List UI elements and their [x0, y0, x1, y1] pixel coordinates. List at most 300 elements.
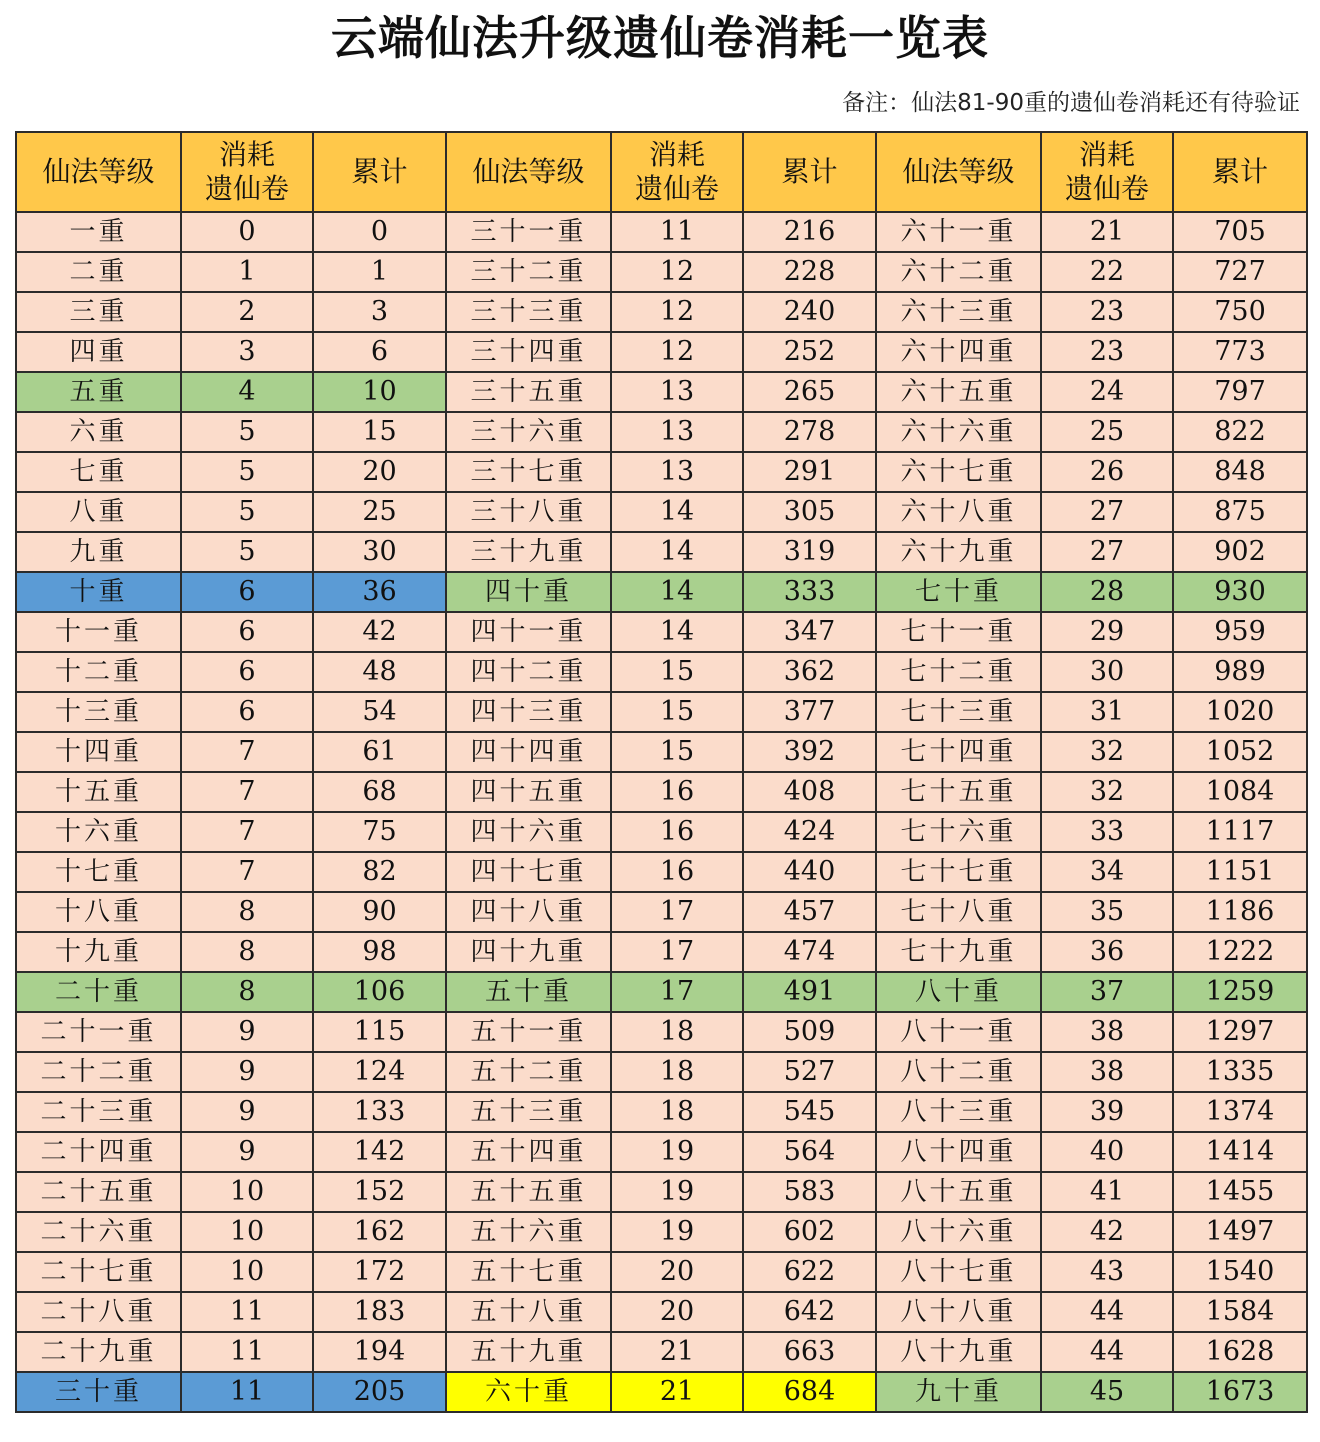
level-cell: 四十九重 [446, 932, 611, 972]
total-cell: 347 [743, 612, 876, 652]
cost-cell: 20 [611, 1252, 743, 1292]
level-cell: 三十七重 [446, 452, 611, 492]
total-cell: 1052 [1173, 732, 1307, 772]
cost-cell: 26 [1041, 452, 1173, 492]
level-cell: 八十二重 [876, 1052, 1041, 1092]
total-cell: 61 [313, 732, 446, 772]
total-cell: 1151 [1173, 852, 1307, 892]
total-cell: 822 [1173, 412, 1307, 452]
cost-cell: 11 [181, 1332, 313, 1372]
table-row [16, 452, 1307, 492]
total-cell: 1335 [1173, 1052, 1307, 1092]
table-row [16, 1092, 1307, 1132]
total-cell: 68 [313, 772, 446, 812]
cost-cell: 36 [1041, 932, 1173, 972]
total-cell: 1497 [1173, 1212, 1307, 1252]
header-cost: 消耗 遗仙卷 [1041, 132, 1173, 212]
cost-cell: 35 [1041, 892, 1173, 932]
total-cell: 162 [313, 1212, 446, 1252]
table-row [16, 812, 1307, 852]
level-cell: 九重 [16, 532, 181, 572]
cost-cell: 14 [611, 532, 743, 572]
level-cell: 六十二重 [876, 252, 1041, 292]
total-cell: 989 [1173, 652, 1307, 692]
cost-cell: 23 [1041, 332, 1173, 372]
total-cell: 106 [313, 972, 446, 1012]
total-cell: 848 [1173, 452, 1307, 492]
cost-cell: 21 [611, 1332, 743, 1372]
total-cell: 930 [1173, 572, 1307, 612]
total-cell: 440 [743, 852, 876, 892]
total-cell: 564 [743, 1132, 876, 1172]
total-cell: 6 [313, 332, 446, 372]
cost-cell: 10 [181, 1212, 313, 1252]
level-cell: 七十五重 [876, 772, 1041, 812]
cost-cell: 32 [1041, 732, 1173, 772]
table-row [16, 292, 1307, 332]
level-cell: 二十六重 [16, 1212, 181, 1252]
level-cell: 五十九重 [446, 1332, 611, 1372]
total-cell: 797 [1173, 372, 1307, 412]
cost-cell: 7 [181, 812, 313, 852]
total-cell: 1374 [1173, 1092, 1307, 1132]
cost-cell: 17 [611, 972, 743, 1012]
level-cell: 八十九重 [876, 1332, 1041, 1372]
level-cell: 六十八重 [876, 492, 1041, 532]
table-row [16, 492, 1307, 532]
level-cell: 六十六重 [876, 412, 1041, 452]
total-cell: 291 [743, 452, 876, 492]
total-cell: 1540 [1173, 1252, 1307, 1292]
total-cell: 527 [743, 1052, 876, 1092]
level-cell: 十三重 [16, 692, 181, 732]
level-cell: 八十四重 [876, 1132, 1041, 1172]
cost-cell: 2 [181, 292, 313, 332]
total-cell: 705 [1173, 212, 1307, 252]
total-cell: 602 [743, 1212, 876, 1252]
level-cell: 五十一重 [446, 1012, 611, 1052]
cost-cell: 13 [611, 412, 743, 452]
cost-cell: 41 [1041, 1172, 1173, 1212]
level-cell: 七十八重 [876, 892, 1041, 932]
level-cell: 七十二重 [876, 652, 1041, 692]
level-cell: 五十七重 [446, 1252, 611, 1292]
total-cell: 0 [313, 212, 446, 252]
level-cell: 八十一重 [876, 1012, 1041, 1052]
table-row [16, 252, 1307, 292]
cost-cell: 20 [611, 1292, 743, 1332]
total-cell: 474 [743, 932, 876, 972]
cost-cell: 29 [1041, 612, 1173, 652]
total-cell: 152 [313, 1172, 446, 1212]
cost-cell: 6 [181, 652, 313, 692]
level-cell: 八十五重 [876, 1172, 1041, 1212]
total-cell: 15 [313, 412, 446, 452]
header-cost: 消耗 遗仙卷 [181, 132, 313, 212]
cost-cell: 7 [181, 732, 313, 772]
cost-cell: 11 [181, 1292, 313, 1332]
total-cell: 663 [743, 1332, 876, 1372]
total-cell: 491 [743, 972, 876, 1012]
cost-cell: 9 [181, 1132, 313, 1172]
level-cell: 四十四重 [446, 732, 611, 772]
total-cell: 1 [313, 252, 446, 292]
level-cell: 五十重 [446, 972, 611, 1012]
level-cell: 十八重 [16, 892, 181, 932]
level-cell: 七十九重 [876, 932, 1041, 972]
total-cell: 424 [743, 812, 876, 852]
cost-cell: 5 [181, 412, 313, 452]
cost-cell: 16 [611, 852, 743, 892]
total-cell: 333 [743, 572, 876, 612]
cost-cell: 13 [611, 452, 743, 492]
level-cell: 五重 [16, 372, 181, 412]
cost-cell: 11 [181, 1372, 313, 1412]
cost-cell: 42 [1041, 1212, 1173, 1252]
total-cell: 902 [1173, 532, 1307, 572]
cost-cell: 16 [611, 772, 743, 812]
header-total: 累计 [313, 132, 446, 212]
total-cell: 20 [313, 452, 446, 492]
level-cell: 八十六重 [876, 1212, 1041, 1252]
cost-cell: 6 [181, 572, 313, 612]
total-cell: 278 [743, 412, 876, 452]
level-cell: 五十二重 [446, 1052, 611, 1092]
level-cell: 七十四重 [876, 732, 1041, 772]
total-cell: 265 [743, 372, 876, 412]
cost-cell: 0 [181, 212, 313, 252]
total-cell: 1117 [1173, 812, 1307, 852]
total-cell: 362 [743, 652, 876, 692]
cost-cell: 32 [1041, 772, 1173, 812]
cost-cell: 9 [181, 1052, 313, 1092]
level-cell: 三十九重 [446, 532, 611, 572]
total-cell: 875 [1173, 492, 1307, 532]
cost-cell: 30 [1041, 652, 1173, 692]
table-row [16, 332, 1307, 372]
level-cell: 三十二重 [446, 252, 611, 292]
level-cell: 七十重 [876, 572, 1041, 612]
header-cost: 消耗 遗仙卷 [611, 132, 743, 212]
cost-table [15, 131, 1308, 1413]
total-cell: 319 [743, 532, 876, 572]
cost-cell: 27 [1041, 532, 1173, 572]
total-cell: 42 [313, 612, 446, 652]
level-cell: 一重 [16, 212, 181, 252]
total-cell: 205 [313, 1372, 446, 1412]
cost-cell: 17 [611, 932, 743, 972]
level-cell: 四十八重 [446, 892, 611, 932]
level-cell: 二十二重 [16, 1052, 181, 1092]
level-cell: 五十五重 [446, 1172, 611, 1212]
level-cell: 四十六重 [446, 812, 611, 852]
table-row [16, 372, 1307, 412]
total-cell: 1259 [1173, 972, 1307, 1012]
level-cell: 十五重 [16, 772, 181, 812]
total-cell: 305 [743, 492, 876, 532]
total-cell: 48 [313, 652, 446, 692]
cost-cell: 19 [611, 1172, 743, 1212]
cost-cell: 37 [1041, 972, 1173, 1012]
cost-cell: 11 [611, 212, 743, 252]
table-row [16, 692, 1307, 732]
cost-cell: 6 [181, 692, 313, 732]
header-total: 累计 [743, 132, 876, 212]
total-cell: 959 [1173, 612, 1307, 652]
level-cell: 四十二重 [446, 652, 611, 692]
level-cell: 七重 [16, 452, 181, 492]
table-row [16, 932, 1307, 972]
total-cell: 545 [743, 1092, 876, 1132]
total-cell: 98 [313, 932, 446, 972]
cost-cell: 18 [611, 1012, 743, 1052]
level-cell: 八十重 [876, 972, 1041, 1012]
total-cell: 216 [743, 212, 876, 252]
level-cell: 十一重 [16, 612, 181, 652]
total-cell: 194 [313, 1332, 446, 1372]
cost-cell: 21 [1041, 212, 1173, 252]
level-cell: 八十三重 [876, 1092, 1041, 1132]
level-cell: 七十三重 [876, 692, 1041, 732]
level-cell: 七十六重 [876, 812, 1041, 852]
level-cell: 四十重 [446, 572, 611, 612]
total-cell: 3 [313, 292, 446, 332]
table-header-row [16, 132, 1307, 212]
total-cell: 1414 [1173, 1132, 1307, 1172]
table-row [16, 1212, 1307, 1252]
level-cell: 三十六重 [446, 412, 611, 452]
total-cell: 82 [313, 852, 446, 892]
table-row [16, 1012, 1307, 1052]
table-row [16, 412, 1307, 452]
table-row [16, 892, 1307, 932]
header-level: 仙法等级 [876, 132, 1041, 212]
cost-cell: 10 [181, 1172, 313, 1212]
cost-cell: 22 [1041, 252, 1173, 292]
level-cell: 十九重 [16, 932, 181, 972]
cost-cell: 12 [611, 252, 743, 292]
table-row [16, 1372, 1307, 1412]
cost-cell: 24 [1041, 372, 1173, 412]
cost-cell: 5 [181, 452, 313, 492]
level-cell: 四重 [16, 332, 181, 372]
table-row [16, 772, 1307, 812]
total-cell: 25 [313, 492, 446, 532]
total-cell: 124 [313, 1052, 446, 1092]
total-cell: 1186 [1173, 892, 1307, 932]
level-cell: 二十一重 [16, 1012, 181, 1052]
table-row [16, 1172, 1307, 1212]
total-cell: 30 [313, 532, 446, 572]
cost-cell: 28 [1041, 572, 1173, 612]
cost-cell: 31 [1041, 692, 1173, 732]
cost-cell: 7 [181, 852, 313, 892]
total-cell: 228 [743, 252, 876, 292]
level-cell: 八十八重 [876, 1292, 1041, 1332]
level-cell: 六重 [16, 412, 181, 452]
total-cell: 172 [313, 1252, 446, 1292]
total-cell: 54 [313, 692, 446, 732]
total-cell: 10 [313, 372, 446, 412]
page-title: 云端仙法升级遗仙卷消耗一览表 [331, 11, 989, 65]
cost-cell: 33 [1041, 812, 1173, 852]
level-cell: 十四重 [16, 732, 181, 772]
cost-cell: 21 [611, 1372, 743, 1412]
cost-cell: 44 [1041, 1332, 1173, 1372]
level-cell: 三十八重 [446, 492, 611, 532]
cost-cell: 13 [611, 372, 743, 412]
cost-cell: 9 [181, 1012, 313, 1052]
total-cell: 75 [313, 812, 446, 852]
level-cell: 四十三重 [446, 692, 611, 732]
level-cell: 三十重 [16, 1372, 181, 1412]
total-cell: 36 [313, 572, 446, 612]
cost-cell: 12 [611, 332, 743, 372]
total-cell: 457 [743, 892, 876, 932]
level-cell: 六十四重 [876, 332, 1041, 372]
table-row [16, 852, 1307, 892]
level-cell: 二十七重 [16, 1252, 181, 1292]
cost-cell: 45 [1041, 1372, 1173, 1412]
cost-cell: 40 [1041, 1132, 1173, 1172]
cost-cell: 38 [1041, 1052, 1173, 1092]
total-cell: 240 [743, 292, 876, 332]
cost-cell: 34 [1041, 852, 1173, 892]
level-cell: 五十八重 [446, 1292, 611, 1332]
cost-cell: 5 [181, 492, 313, 532]
total-cell: 1222 [1173, 932, 1307, 972]
cost-cell: 27 [1041, 492, 1173, 532]
level-cell: 四十一重 [446, 612, 611, 652]
level-cell: 十七重 [16, 852, 181, 892]
table-row [16, 612, 1307, 652]
table-row [16, 572, 1307, 612]
level-cell: 十六重 [16, 812, 181, 852]
cost-cell: 38 [1041, 1012, 1173, 1052]
level-cell: 四十七重 [446, 852, 611, 892]
level-cell: 二十八重 [16, 1292, 181, 1332]
cost-cell: 25 [1041, 412, 1173, 452]
level-cell: 三十三重 [446, 292, 611, 332]
level-cell: 六十一重 [876, 212, 1041, 252]
level-cell: 八十七重 [876, 1252, 1041, 1292]
level-cell: 二十九重 [16, 1332, 181, 1372]
total-cell: 727 [1173, 252, 1307, 292]
level-cell: 七十一重 [876, 612, 1041, 652]
table-row [16, 212, 1307, 252]
cost-cell: 9 [181, 1092, 313, 1132]
level-cell: 二重 [16, 252, 181, 292]
total-cell: 408 [743, 772, 876, 812]
level-cell: 六十五重 [876, 372, 1041, 412]
total-cell: 622 [743, 1252, 876, 1292]
level-cell: 三十四重 [446, 332, 611, 372]
level-cell: 六十三重 [876, 292, 1041, 332]
table-row [16, 532, 1307, 572]
cost-cell: 15 [611, 732, 743, 772]
level-cell: 六十七重 [876, 452, 1041, 492]
cost-cell: 10 [181, 1252, 313, 1292]
header-total: 累计 [1173, 132, 1307, 212]
cost-cell: 3 [181, 332, 313, 372]
level-cell: 九十重 [876, 1372, 1041, 1412]
table-row [16, 652, 1307, 692]
level-cell: 三十一重 [446, 212, 611, 252]
level-cell: 十重 [16, 572, 181, 612]
total-cell: 1297 [1173, 1012, 1307, 1052]
total-cell: 750 [1173, 292, 1307, 332]
total-cell: 642 [743, 1292, 876, 1332]
cost-cell: 14 [611, 612, 743, 652]
table-row [16, 972, 1307, 1012]
cost-cell: 1 [181, 252, 313, 292]
table-row [16, 732, 1307, 772]
table-row [16, 1252, 1307, 1292]
table-row [16, 1052, 1307, 1092]
note-text: 备注：仙法81-90重的遗仙卷消耗还有待验证 [842, 90, 1300, 116]
total-cell: 133 [313, 1092, 446, 1132]
level-cell: 六十九重 [876, 532, 1041, 572]
cost-cell: 19 [611, 1212, 743, 1252]
total-cell: 509 [743, 1012, 876, 1052]
cost-cell: 12 [611, 292, 743, 332]
header-level: 仙法等级 [446, 132, 611, 212]
cost-cell: 7 [181, 772, 313, 812]
cost-cell: 23 [1041, 292, 1173, 332]
level-cell: 二十三重 [16, 1092, 181, 1132]
total-cell: 1673 [1173, 1372, 1307, 1412]
table-row [16, 1132, 1307, 1172]
level-cell: 二十五重 [16, 1172, 181, 1212]
cost-cell: 18 [611, 1052, 743, 1092]
cost-cell: 44 [1041, 1292, 1173, 1332]
total-cell: 115 [313, 1012, 446, 1052]
cost-cell: 4 [181, 372, 313, 412]
level-cell: 三十五重 [446, 372, 611, 412]
cost-cell: 17 [611, 892, 743, 932]
total-cell: 183 [313, 1292, 446, 1332]
level-cell: 八重 [16, 492, 181, 532]
total-cell: 1084 [1173, 772, 1307, 812]
header-level: 仙法等级 [16, 132, 181, 212]
cost-cell: 8 [181, 892, 313, 932]
total-cell: 252 [743, 332, 876, 372]
level-cell: 四十五重 [446, 772, 611, 812]
total-cell: 1455 [1173, 1172, 1307, 1212]
table-row [16, 1332, 1307, 1372]
level-cell: 七十七重 [876, 852, 1041, 892]
cost-cell: 39 [1041, 1092, 1173, 1132]
level-cell: 二十重 [16, 972, 181, 1012]
table-row [16, 1292, 1307, 1332]
cost-cell: 14 [611, 492, 743, 532]
cost-cell: 15 [611, 692, 743, 732]
cost-cell: 43 [1041, 1252, 1173, 1292]
total-cell: 684 [743, 1372, 876, 1412]
total-cell: 1628 [1173, 1332, 1307, 1372]
total-cell: 377 [743, 692, 876, 732]
total-cell: 392 [743, 732, 876, 772]
total-cell: 583 [743, 1172, 876, 1212]
level-cell: 三重 [16, 292, 181, 332]
total-cell: 142 [313, 1132, 446, 1172]
level-cell: 五十三重 [446, 1092, 611, 1132]
level-cell: 五十六重 [446, 1212, 611, 1252]
cost-cell: 18 [611, 1092, 743, 1132]
cost-cell: 8 [181, 972, 313, 1012]
cost-cell: 8 [181, 932, 313, 972]
level-cell: 十二重 [16, 652, 181, 692]
